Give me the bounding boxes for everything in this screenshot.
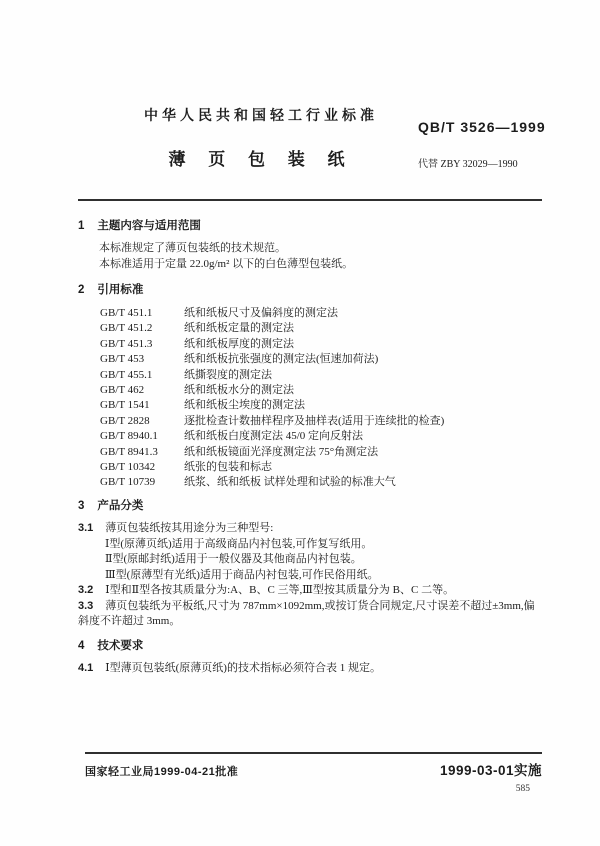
clause-number: 3.3 [78,599,94,612]
type-item: Ⅰ型(原薄页纸)适用于高级商品内衬包装,可作复写纸用。 [105,537,373,550]
reference-item [100,352,542,367]
clause-3-1 [78,521,542,537]
reference-item [100,306,542,321]
section-title: 引用标准 [97,284,144,296]
section-scope [78,218,542,272]
section-classification [78,498,542,630]
reference-title: 纸和纸板尘埃度的测定法 [184,399,305,412]
reference-title: 纸浆、纸和纸板 试样处理和试验的标准大气 [184,476,396,489]
reference-list [100,306,542,491]
reference-title: 纸和纸板白度测定法 45/0 定向反射法 [184,430,364,443]
reference-item [100,321,542,336]
section-heading [78,282,542,298]
section-number: 3 [78,500,85,512]
page-number: 585 [515,784,530,794]
header-right [418,106,546,171]
header-left [78,106,418,170]
type-list [105,537,542,584]
section-number: 4 [78,640,85,652]
reference-code: GB/T 462 [100,384,145,397]
reference-code: GB/T 10342 [100,461,156,474]
reference-title: 纸和纸板定量的测定法 [184,322,294,335]
section-references [78,282,542,491]
reference-code: GB/T 10739 [100,476,156,489]
reference-item [100,398,542,413]
reference-item [100,337,542,352]
reference-code: GB/T 8941.3 [100,445,158,458]
reference-title: 纸和纸板镜面光泽度测定法 75°角测定法 [184,445,379,458]
clause-3-2 [78,583,542,599]
reference-item [100,368,542,383]
clause-number: 3.1 [78,522,94,534]
section-heading [78,498,542,514]
clause-number: 3.2 [78,584,94,596]
approval-note: 国家轻工业局1999-04-21批准 [85,766,239,778]
section-number: 2 [78,284,85,296]
reference-title: 纸撕裂度的测定法 [184,368,272,381]
paragraph: 本标准适用于定量 22.0g/m² 以下的白色薄型包装纸。 [99,257,354,270]
reference-title: 纸和纸板抗张强度的测定法(恒速加荷法) [184,353,379,366]
section-number: 1 [78,220,85,232]
reference-code: GB/T 451.3 [100,337,153,350]
clause-text: Ⅰ型薄页包装纸(原薄页纸)的技术指标必须符合表 1 规定。 [105,662,381,674]
section-title: 产品分类 [97,500,144,512]
standard-number: QB/T 3526—1999 [418,119,546,135]
clause-text: 薄页包装纸按其用途分为三种型号: [105,522,274,534]
top-rule [78,199,542,201]
document-header [78,106,546,171]
paragraph: 本标准规定了薄页包装纸的技术规范。 [99,242,286,254]
reference-code: GB/T 451.1 [100,307,153,319]
reference-title: 纸和纸板厚度的测定法 [184,337,294,350]
reference-title: 逐批检查计数抽样程序及抽样表(适用于连续批的检查) [184,414,445,427]
reference-code: GB/T 8940.1 [100,430,158,443]
reference-code: GB/T 1541 [100,399,150,412]
reference-item [100,460,542,475]
reference-title: 纸和纸板水分的测定法 [184,384,294,397]
reference-code: GB/T 451.2 [100,322,153,335]
section-heading [78,638,542,654]
clause-4-1 [78,661,542,677]
bottom-rule [85,752,542,754]
reference-item [100,429,542,444]
clause-number: 4.1 [78,662,94,674]
type-item: Ⅲ型(原薄型有光纸)适用于商品内衬包装,可作民俗用纸。 [105,568,379,581]
section-heading [78,218,542,234]
reference-code: GB/T 455.1 [100,368,153,381]
clause-3-3 [78,599,542,630]
standard-name: 中华人民共和国轻工行业标准 [144,107,378,123]
type-item: Ⅱ型(原邮封纸)适用于一般仪器及其他商品内衬包装。 [105,553,362,565]
document-footer [85,752,542,779]
clause-text: 薄页包装纸为平板纸,尺寸为 787mm×1092mm,或按订货合同规定,尺寸误差不超过±3mm,偏斜度不许超过 3mm。 [78,599,535,627]
reference-title: 纸张的包装和标志 [184,461,272,474]
document-title: 薄 页 包 装 纸 [168,150,354,169]
clause-text: Ⅰ型和Ⅱ型各按其质量分为:A、B、C 三等,Ⅲ型按其质量分为 B、C 二等。 [105,584,455,596]
section-title: 技术要求 [97,640,144,652]
reference-item [100,414,542,429]
section-title: 主题内容与适用范围 [97,220,201,232]
replaces-note: 代替 ZBY 32029—1990 [418,159,518,170]
section-requirements [78,638,542,677]
reference-code: GB/T 2828 [100,414,150,427]
reference-item [100,475,542,490]
reference-item [100,383,542,398]
reference-item [100,445,542,460]
implementation-date: 1999-03-01实施 [439,763,542,778]
reference-code: GB/T 453 [100,353,145,366]
reference-title: 纸和纸板尺寸及偏斜度的测定法 [184,307,338,319]
